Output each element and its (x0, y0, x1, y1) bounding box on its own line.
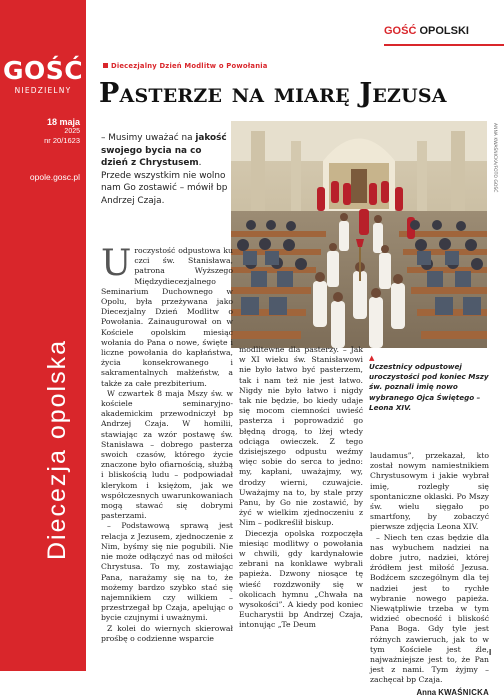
issue-number: nr 20/1623 (44, 136, 80, 145)
paragraph-text: roczystość odpustowa ku czci św. Stanisława, patrona Wyższego Międzydiecezjalnego Seminarium Duchownego w Opolu, była przeżywana jako Diecezjalny Dzień Modlitw o Powołania. Zainaugurował on w Kościele opolskim miesiąc wołania do Pana o nowe, święte i liczne powołania do kapłaństwa, życia konsekrowanego i sakramentalnych małżeństw, a także za całe prezbiterium. (101, 246, 233, 388)
kicker-text: Diecezjalny Dzień Modlitw o Powołania (111, 62, 268, 70)
body-paragraph: modlitewne dla pasterzy. – Jak w XI wieku św. Stanisławowi nie było łatwo być pasterzem, tak i nam też nie jest łatwo. Nigdy nie było łatwo i nigdy tak nie będzie, bo kiedy udaje się mocom ciemności uwieść pasterza i poprowadzić go błędną drogą, to lżej wtedy odciąga owieczek. Z tego dzisiejszego odpustu weźmy więc sobie do serca to jedno: my, kapłani, uważajmy, wy, drodzy wierni, czuwajcie. Uważajmy na to, by stale przy Panu, by Go nie zostawić, by żyć w wielkim zjednoczeniu z Nim – podkreślił biskup. (239, 345, 363, 528)
drop-cap: U (101, 243, 132, 284)
logo-subtitle: NIEDZIELNY (14, 86, 72, 95)
article-photo (231, 121, 487, 348)
body-paragraph: Diecezja opolska rozpoczęła miesiąc modlitwy o powołania w chwili, gdy kardynałowie zebrani na konklawe wybrali papieża. Dzwony niosące tę wieść rozdzwoniły się w okolicach hymnu „Chwała na wysokości”. A kiedy pod koniec Eucharystii bp Andrzej Czaja, intonując „Te Deum (239, 528, 363, 630)
caption-text: Uczestnicy odpustowej uroczystości pod koniec Mszy św. poznali imię nowo wybranego Ojca Świętego – Leona XIV. (369, 362, 489, 412)
body-paragraph: laudamus”, przekazał, kto został nowym namiestnikiem Chrystusowym i jakie wybrał imię, rozległy się spontaniczne oklaski. Po Mszy św. wielu sięgało po smartfony, by zobaczyć pierwsze zdjęcia Leona XIV. (370, 451, 489, 532)
issue-info (44, 117, 80, 145)
logo-wordmark: GOŚĆ (2, 56, 84, 85)
article-title: Pasterze na miarę Jezusa (99, 78, 447, 109)
body-paragraph: W czwartek 8 maja Mszy św. w kościele seminaryjno-akademickim przewodniczył bp Andrzej Czaja. W homilii, stawiając za wzór postawę św. Stanisława – dobrego pasterza swoich czasów, którego życie znaczone było ofiarnością, służbą i bliskością ludu – podpowiadał klerykom i księżom, jak we współczesnych uwarunkowaniach mogą stawać się dobrymi pasterzami. (101, 388, 233, 521)
brand-region: OPOLSKI (419, 25, 469, 37)
photo-credit (491, 123, 499, 243)
lead-part-2-bold: jakość swojego bycia na co dzień z Chrystusem (101, 133, 227, 168)
author-signature (370, 688, 489, 698)
body-paragraph: – Niech ten czas będzie dla nas wybuchem nadziei na dobre jutro, nadziei, której źródłem jest miłość Jezusa. Bodźcem szczególnym dla tej nadziei jest to rychłe wybranie nowego papieża. Niewątpliwie trzeba w tym widzieć obecność i bliskość Pana Boga. Gdy tyle jest różnych zawieruch, jak to w tym Kościele jest źle, najważniejsze jest to, że Pan jest z nami. Tym żyjmy – zachęcał bp Czaja. (370, 532, 489, 685)
section-vertical-label: Diecezja opolska (43, 339, 71, 560)
photo-caption (369, 354, 489, 413)
issue-date: 18 maja (46, 117, 80, 127)
procession-photo-illustration (231, 121, 487, 348)
body-paragraph: Z kolei do wiernych skierował prośbę o codzienne wsparcie (101, 623, 233, 643)
section-sidebar (0, 0, 86, 671)
body-column-2 (239, 345, 363, 631)
article-lead (101, 132, 229, 207)
author-last-name: KWAŚNICKA (438, 687, 489, 697)
header-brand (384, 25, 504, 45)
kicker-square-icon (103, 63, 108, 68)
photo-credit-text: ANNA KWAŚNICKA/FOTO GOŚĆ (492, 123, 497, 193)
body-paragraph: – Podstawową sprawą jest relacja z Jezusem, zjednoczenie z Nim, byśmy się nie pogubili. Nie nie może odłączyć nas od miłości Chrystusa. To my, zostawiając Pana, narażamy się na to, że możemy bardzo szybko stać się najemnikiem czy wilkiem – przestrzegał bp Czaja, apelując o bycie czujnymi i uważnymi. (101, 521, 233, 623)
author-first-name: Anna (416, 687, 437, 697)
body-column-1 (101, 243, 233, 644)
page-number: I (489, 648, 492, 657)
magazine-logo (0, 58, 86, 95)
article-kicker (103, 62, 268, 70)
body-column-3 (370, 451, 492, 698)
header-rule (384, 44, 504, 46)
site-link[interactable]: opole.gosc.pl (29, 172, 80, 182)
caption-triangle-icon: ▲ (369, 354, 375, 362)
lead-part-1: – Musimy uważać na (101, 133, 196, 143)
brand-gosc: GOŚĆ (384, 25, 417, 37)
lead-part-3: . Przede wszystkim nie wolno nam Go zostawić – mówił bp Andrzej Czaja. (101, 158, 228, 206)
body-paragraph (101, 243, 233, 389)
issue-year: 2025 (64, 128, 80, 135)
